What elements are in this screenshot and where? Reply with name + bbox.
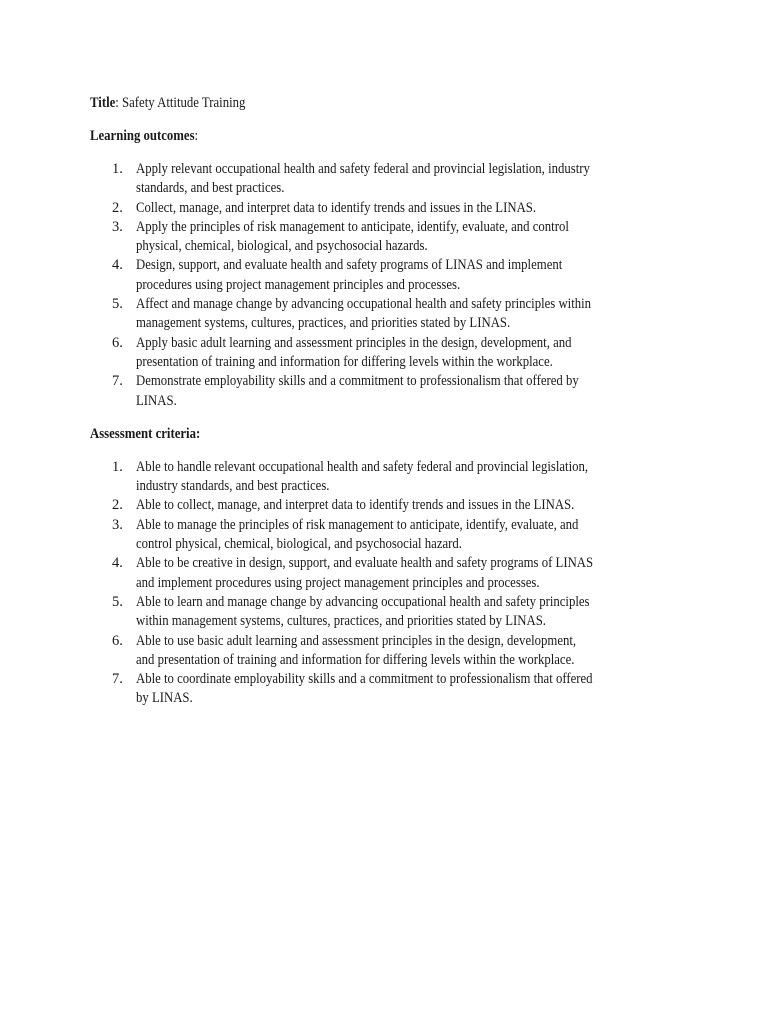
learning-outcome-item <box>90 334 730 373</box>
list-item-text: industry standards, and best practices. <box>136 478 330 495</box>
list-item-number: 6. <box>112 632 123 649</box>
list-item-line <box>136 218 730 237</box>
assessment-criteria-heading-text: Assessment criteria: <box>90 425 201 442</box>
list-item-text: Apply relevant occupational health and safety federal and provincial legislation, industry <box>136 161 590 177</box>
list-item-text: Apply basic adult learning and assessment principles in the design, development, and <box>136 334 572 351</box>
list-item-line <box>136 353 730 372</box>
list-item-line <box>136 612 730 631</box>
list-item-line <box>136 477 730 496</box>
list-item-text: control physical, chemical, biological, and psychosocial hazard. <box>136 536 462 553</box>
list-item-line <box>136 237 730 256</box>
list-item-line <box>136 574 730 593</box>
list-item-text: and implement procedures using project management principles and processes. <box>136 574 540 591</box>
list-item-text: management systems, cultures, practices, and priorities stated by LINAS. <box>136 315 511 332</box>
list-item-text: Demonstrate employability skills and a commitment to professionalism that offered by <box>136 373 579 390</box>
list-item-number: 2. <box>112 199 123 216</box>
title-label: Title <box>90 95 116 111</box>
list-item-text: physical, chemical, biological, and psychosocial hazards. <box>136 238 428 255</box>
document-body <box>90 94 730 709</box>
list-item-text: Apply the principles of risk management to anticipate, identify, evaluate, and control <box>136 218 569 235</box>
list-item-text: Affect and manage change by advancing occupational health and safety principles within <box>136 296 592 313</box>
assessment-criterion-item <box>90 554 730 593</box>
list-item-number: 7. <box>112 373 123 390</box>
learning-outcomes-heading-text: Learning outcomes <box>90 128 195 144</box>
list-item-line <box>136 314 730 333</box>
assessment-criterion-item <box>90 496 730 515</box>
list-item-line <box>136 651 730 670</box>
list-item-line <box>136 199 730 218</box>
list-item-line <box>136 256 730 275</box>
learning-outcomes-list <box>90 160 730 411</box>
list-item-text: Able to manage the principles of risk management to anticipate, identify, evaluate, and <box>136 516 579 533</box>
learning-outcome-item <box>90 160 730 199</box>
title-separator: : <box>115 95 123 111</box>
list-item-line <box>136 276 730 295</box>
list-item-text: by LINAS. <box>136 690 193 707</box>
list-item-text: presentation of training and information for differing levels within the workplace. <box>136 353 553 370</box>
list-item-number: 3. <box>112 218 123 235</box>
list-item-line <box>136 179 730 198</box>
list-item-number: 4. <box>112 257 123 274</box>
assessment-criterion-item <box>90 670 730 709</box>
list-item-text: standards, and best practices. <box>136 180 285 197</box>
list-item-line <box>136 372 730 391</box>
learning-outcome-item <box>90 372 730 411</box>
list-item-text: Able to be creative in design, support, and evaluate health and safety programs of LINAS <box>136 555 594 572</box>
list-item-line <box>136 593 730 612</box>
assessment-criterion-item <box>90 632 730 671</box>
list-item-number: 4. <box>112 555 123 572</box>
list-item-text: procedures using project management principles and processes. <box>136 276 461 293</box>
assessment-criterion-item <box>90 458 730 497</box>
list-item-number: 2. <box>112 497 123 514</box>
learning-outcomes-heading <box>90 127 730 146</box>
assessment-criteria-list <box>90 458 730 709</box>
list-item-text: Able to coordinate employability skills and a commitment to professionalism that offered <box>136 671 593 688</box>
list-item-line <box>136 689 730 708</box>
assessment-criterion-item <box>90 516 730 555</box>
list-item-number: 1. <box>112 458 123 475</box>
list-item-line <box>136 535 730 554</box>
learning-outcome-item <box>90 295 730 334</box>
list-item-text: and presentation of training and information for differing levels within the workplace. <box>136 651 575 668</box>
list-item-number: 6. <box>112 334 123 351</box>
list-item-text: Design, support, and evaluate health and safety programs of LINAS and implement <box>136 257 563 274</box>
learning-outcomes-heading-colon: : <box>194 128 199 144</box>
list-item-number: 5. <box>112 296 123 313</box>
list-item-line <box>136 632 730 651</box>
assessment-criterion-item <box>90 593 730 632</box>
learning-outcome-item <box>90 256 730 295</box>
list-item-text: Able to use basic adult learning and assessment principles in the design, development, <box>136 632 577 649</box>
list-item-number: 7. <box>112 671 123 688</box>
list-item-number: 5. <box>112 593 123 610</box>
learning-outcome-item <box>90 218 730 257</box>
list-item-line <box>136 554 730 573</box>
list-item-line <box>136 458 730 477</box>
title-value: Safety Attitude Training <box>122 95 246 111</box>
list-item-line <box>136 496 730 515</box>
list-item-line <box>136 160 730 179</box>
assessment-criteria-heading <box>90 425 730 444</box>
list-item-number: 1. <box>112 161 123 177</box>
list-item-text: Able to learn and manage change by advancing occupational health and safety principles <box>136 593 590 610</box>
list-item-text: Able to collect, manage, and interpret data to identify trends and issues in the LINAS. <box>136 497 575 514</box>
list-item-line <box>136 516 730 535</box>
learning-outcome-item <box>90 199 730 218</box>
title-line <box>90 94 730 113</box>
list-item-text: Able to handle relevant occupational health and safety federal and provincial legislation, <box>136 458 589 475</box>
list-item-line <box>136 670 730 689</box>
list-item-line <box>136 295 730 314</box>
list-item-line <box>136 392 730 411</box>
list-item-text: LINAS. <box>136 392 177 409</box>
list-item-line <box>136 334 730 353</box>
list-item-number: 3. <box>112 516 123 533</box>
list-item-text: Collect, manage, and interpret data to identify trends and issues in the LINAS. <box>136 199 537 216</box>
list-item-text: within management systems, cultures, practices, and priorities stated by LINAS. <box>136 613 546 630</box>
